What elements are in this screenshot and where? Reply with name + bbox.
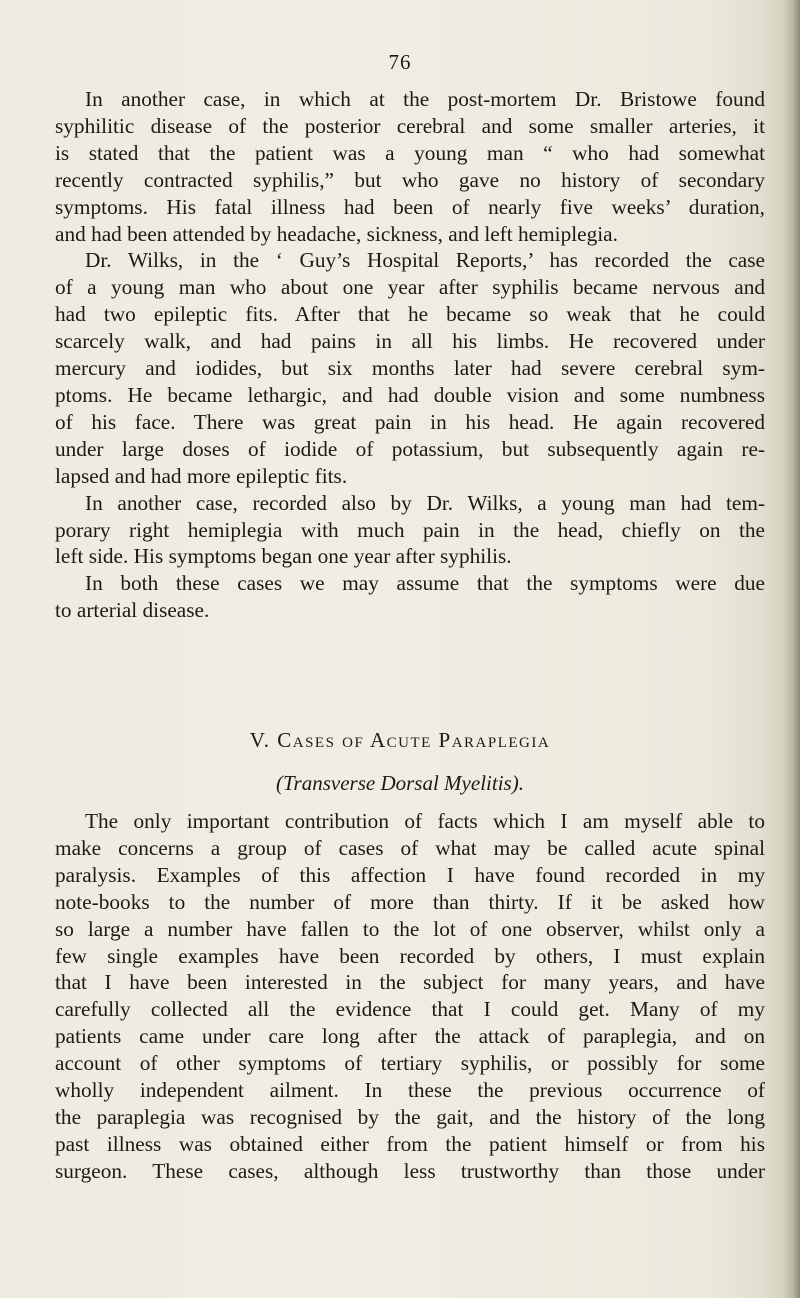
- text-line: Dr. Wilks, in the ‘ Guy’s Hospital Reports,’ has recorded the case: [85, 248, 765, 273]
- text-line: syphilitic disease of the posterior cerebral and some smaller arteries, it: [55, 113, 765, 138]
- text-line: and had been attended by headache, sickness, and left hemiplegia.: [55, 221, 618, 246]
- text-line: had two epileptic fits. After that he became so weak that he could: [55, 302, 765, 327]
- paragraph: [55, 490, 765, 571]
- page-number: 76: [388, 50, 412, 74]
- text-line: ptoms. He became lethargic, and had double vision and some numbness: [55, 382, 765, 407]
- text-line: scarcely walk, and had pains in all his limbs. He recovered under: [55, 329, 765, 354]
- paragraph: [55, 570, 765, 624]
- text-line: mercury and iodides, but six months later had severe cerebral sym-: [55, 356, 765, 381]
- text-line: In another case, in which at the post-mortem Dr. Bristowe found: [85, 87, 765, 111]
- text-line: lapsed and had more epileptic fits.: [55, 463, 348, 488]
- text-line: surgeon. These cases, although less trustworthy than those under: [55, 1158, 765, 1183]
- text-line: recently contracted syphilis,” but who gave no history of secondary: [55, 167, 765, 192]
- text-line: that I have been interested in the subject for many years, and have: [55, 970, 765, 995]
- text-line: wholly independent ailment. In these the previous occurrence of: [55, 1078, 765, 1103]
- paragraph: [55, 86, 765, 247]
- text-line: In another case, recorded also by Dr. Wilks, a young man had tem-: [85, 490, 765, 515]
- section-heading: V. Cases of Acute Paraplegia: [249, 728, 551, 752]
- text-line: to arterial disease.: [55, 598, 210, 623]
- text-line: The only important contribution of facts which I am myself able to: [85, 809, 765, 833]
- text-line: of his face. There was great pain in his head. He again recovered: [55, 409, 765, 434]
- body-text-top: [55, 86, 765, 624]
- text-line: paralysis. Examples of this affection I have found recorded in my: [55, 862, 765, 887]
- text-line: so large a number have fallen to the lot of one observer, whilst only a: [55, 916, 765, 941]
- paragraph: [55, 808, 765, 1185]
- text-line: note-books to the number of more than thirty. If it be asked how: [55, 889, 765, 914]
- text-line: symptoms. His fatal illness had been of nearly five weeks’ duration,: [55, 194, 765, 219]
- text-line: In both these cases we may assume that the symptoms were due: [85, 571, 765, 596]
- text-line: is stated that the patient was a young man “ who had somewhat: [55, 140, 765, 165]
- text-line: the paraplegia was recognised by the gait, and the history of the long: [55, 1104, 765, 1129]
- text-line: of a young man who about one year after syphilis became nervous and: [55, 275, 765, 300]
- text-line: carefully collected all the evidence that I could get. Many of my: [55, 997, 765, 1022]
- text-line: account of other symptoms of tertiary syphilis, or possibly for some: [55, 1051, 765, 1076]
- text-line: porary right hemiplegia with much pain in the head, chiefly on the: [55, 517, 765, 542]
- text-line: few single examples have been recorded by others, I must explain: [55, 943, 765, 968]
- page-edge-shadow: [782, 0, 800, 1298]
- body-text-bottom: [55, 808, 765, 1185]
- section-subheading: (Transverse Dorsal Myelitis).: [276, 771, 524, 795]
- text-line: under large doses of iodide of potassium, but subsequently again re-: [55, 436, 765, 461]
- text-line: past illness was obtained either from the patient himself or from his: [55, 1131, 765, 1156]
- paragraph: [55, 247, 765, 489]
- text-line: patients came under care long after the attack of paraplegia, and on: [55, 1024, 765, 1049]
- text-line: left side. His symptoms began one year after syphilis.: [55, 544, 512, 569]
- text-line: make concerns a group of cases of what may be called acute spinal: [55, 835, 765, 860]
